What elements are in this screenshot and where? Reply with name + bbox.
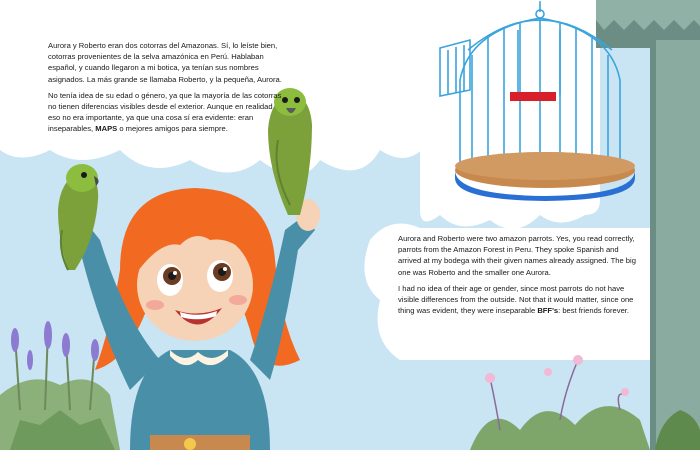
spanish-p2-end: o mejores amigos para siempre.	[117, 124, 228, 134]
english-paragraph-2	[398, 283, 640, 317]
english-text-block	[398, 233, 640, 321]
english-p2-end: : best friends forever.	[558, 306, 630, 316]
english-p2-text: I had no idea of their age or gender, since most parrots do not have visible differences from the outside. Not that it would matter, since one thing was evident, they were inseparable	[398, 283, 634, 316]
cage-perch	[510, 92, 556, 101]
english-bff-bold: BFF's	[537, 306, 559, 316]
spanish-paragraph-2	[48, 90, 284, 135]
lavender-plant	[0, 321, 120, 450]
spanish-p2-text: No tenía idea de su edad o género, ya que la mayoría de las cotorras no tienen diferencias visibles desde el exterior. Aunque en realidad eso no era importante, ya que una cosa sí era evidente: eran inseparables,	[48, 90, 282, 134]
spanish-text-block	[48, 40, 284, 140]
stone-pillar	[596, 0, 700, 450]
spanish-paragraph-1: Aurora y Roberto eran dos cotorras del Amazonas. Sí, lo leíste bien, cotorras provenientes de la selva amazónica en Perú. Hablaban español, y cuando llegaron a mi botica, ya tenían sus nombres asignados. La más grande se llamaba Roberto, y la pequeña, Aurora.	[48, 41, 282, 84]
english-paragraph-1: Aurora and Roberto were two amazon parrots. Yes, you read correctly, parrots from the Amazon Forest in Peru. They spoke Spanish and arrived at my bodega with their given names already assigned. The big one was Roberto and the smaller one Aurora.	[398, 234, 636, 277]
spanish-maps-bold: MAPS	[95, 124, 118, 134]
